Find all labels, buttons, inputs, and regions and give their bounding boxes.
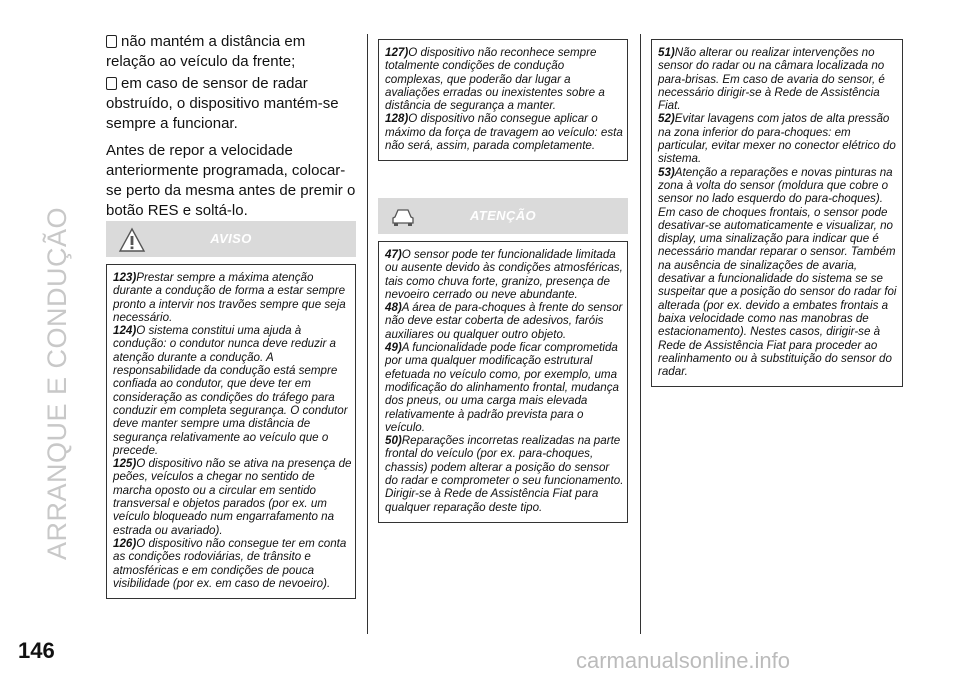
aviso-continuation-box [378,39,628,161]
column-1-text [106,32,356,223]
note-item: 50)Reparações incorretas realizadas na parte frontal do veículo (por ex. para-choques, chassis) podem alterar a posição do sensor do radar e comprometer o seu funcionamento. Dirigir-se à Rede de Assistência Fiat para qualquer reparação deste tipo. [385,434,624,514]
column-divider-1 [367,34,368,634]
atencao-box [378,241,628,523]
note-item: 51)Não alterar ou realizar intervenções no sensor do radar ou na câmara localizada no para-brisas. Em caso de avaria do sensor, é necessário dirigir-se à Rede de Assistência Fiat. [658,46,885,113]
bullet-item: não mantém a distância em relação ao veículo da frente; [106,33,306,70]
bullet-icon [106,35,117,48]
body-paragraph: Antes de repor a velocidade anteriormente programada, colocar-se perto da mesma antes de premir o botão RES e soltá-lo. [106,142,356,219]
note-item: 53)Atenção a reparações e novas pinturas na zona à volta do sensor (moldura que cobre o sensor no lado esquerdo do para-choques). Em caso de choques frontais, o sensor pode desativar-se automaticamente e visualizar, no display, uma sinalização para indicar que é necessário mandar reparar o sensor. Também na ausência de sinalizações de avaria, desativar a funcionalidade do sistema se se suspeitar que a posição do sensor do radar foi alterada (por ex. devido a embates frontais a baixa velocidade como nas manobras de estacionamento). Nestes casos, dirigir-se à Rede de Assistência Fiat para proceder ao realinhamento ou à substituição do sensor do radar. [658,165,897,379]
note-item: 47)O sensor pode ter funcionalidade limitada ou ausente devido às condições atmosféricas, tais como chuva forte, granizo, presença de nevoeiro cerrado ou neve abundante. [385,248,623,301]
note-item: 52)Evitar lavagens com jatos de alta pressão na zona inferior do para-choques: em particular, evitar mexer no conector elétrico do sistema. [658,112,896,166]
note-item: 123)Prestar sempre a máxima atenção durante a condução de forma a estar sempre pronto a intervir nos travões sempre que seja necessário. [113,271,346,324]
aviso-header [106,221,356,257]
atencao-header [378,198,628,234]
note-item: 128)O dispositivo não consegue aplicar o máximo da força de travagem ao veículo: esta não será, assim, parada completamente. [385,112,623,153]
note-item: 127)O dispositivo não reconhece sempre totalmente condições de condução complexas, que poderão dar lugar a avaliações erradas ou inexistentes sobre a distância de segurança a manter. [385,46,605,113]
note-item: 126)O dispositivo não consegue ter em conta as condições rodoviárias, de trânsito e atmosféricas e em condições de pouca visibilidade (por ex. em caso de nevoeiro). [113,536,347,590]
bullet-icon [106,77,117,90]
atencao-continuation-box [651,39,903,387]
page-number: 146 [18,638,55,663]
atencao-title: ATENÇÃO [469,208,537,223]
bullet-item: em caso de sensor de radar obstruído, o dispositivo mantém-se sempre a funcionar. [106,75,339,132]
aviso-title: AVISO [210,231,252,246]
note-item: 48)A área de para-choques à frente do sensor não deve estar coberta de adesivos, faróis auxiliares ou qualquer outro objeto. [385,301,623,341]
note-item: 125)O dispositivo não se ativa na presença de peões, veículos a chegar no sentido de marcha oposto ou a circular em sentido transversal e objetos parados (por ex. um veículo bloqueado num engarrafamento na estrada ou avariado). [113,457,352,537]
note-item: 124)O sistema constitui uma ajuda à condução: o condutor nunca deve reduzir a atenção durante a condução. A responsabilidade da condução está sempre confiada ao condutor, que deve ter em consideração as condições do tráfego para conduzir em completa segurança. O condutor deve manter sempre uma distância de segurança relativamente ao veículo que o precede. [113,324,348,457]
note-item: 49)A funcionalidade pode ficar comprometida por uma qualquer modificação estrutural efetuada no veículo como, por exemplo, uma modificação do alinhamento frontal, mudança dos pneus, ou uma carga mais elevada relativamente à padrão prevista para o veículo. [385,341,619,434]
aviso-box [106,264,356,599]
watermark: carmanualsonline.info [576,648,791,673]
column-divider-2 [640,34,641,634]
chapter-side-title: ARRANQUE E CONDUÇÃO [42,206,72,560]
